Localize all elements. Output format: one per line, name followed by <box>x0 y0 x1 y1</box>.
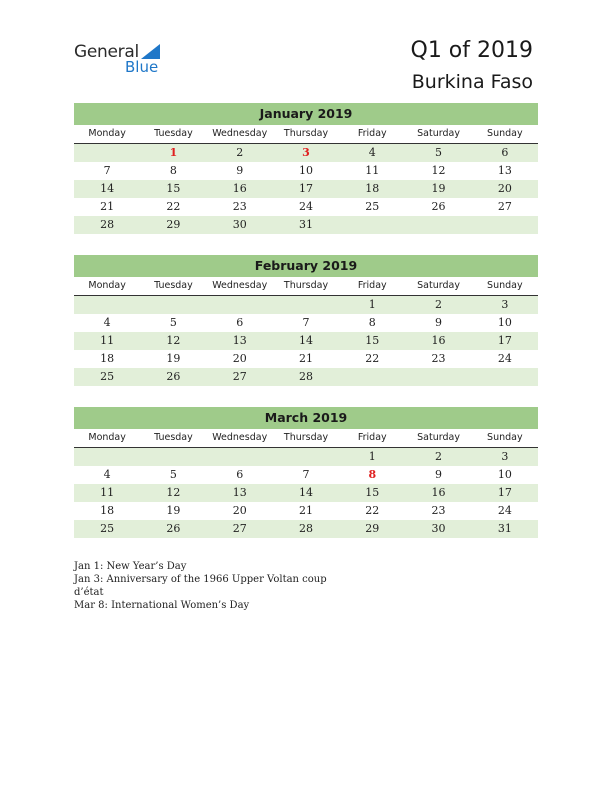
day-cell: 20 <box>497 182 512 195</box>
note-line: d’état <box>74 587 104 598</box>
week-row <box>74 368 538 386</box>
day-cell: 20 <box>232 504 247 517</box>
day-cell: 31 <box>497 522 512 535</box>
weekday-label: Monday <box>88 128 126 139</box>
day-cell: 12 <box>431 164 446 177</box>
day-cell: 21 <box>100 200 115 213</box>
week-row <box>74 484 538 502</box>
day-cell: 4 <box>368 146 376 159</box>
day-cell: 24 <box>298 200 313 213</box>
week-row <box>74 502 538 520</box>
day-cell: 5 <box>435 146 443 159</box>
day-cell: 29 <box>166 218 181 231</box>
day-cell <box>74 144 140 162</box>
week-row <box>74 198 538 216</box>
day-cell: 17 <box>298 182 313 195</box>
day-cell: 4 <box>103 468 111 481</box>
day-cell: 21 <box>298 352 313 365</box>
day-cell: 11 <box>100 486 115 499</box>
day-cell <box>472 368 538 386</box>
weekday-label: Sunday <box>487 280 523 291</box>
day-cell: 20 <box>232 352 247 365</box>
day-cell: 9 <box>236 164 244 177</box>
day-cell: 5 <box>169 468 177 481</box>
day-cell <box>74 448 140 466</box>
day-cell: 27 <box>232 522 247 535</box>
weekday-label: Sunday <box>487 128 523 139</box>
day-cell <box>405 216 471 234</box>
day-cell: 6 <box>501 146 509 159</box>
day-cell: 28 <box>298 522 313 535</box>
day-cell: 24 <box>497 352 512 365</box>
weekday-header-row <box>74 125 538 144</box>
day-cell: 19 <box>166 504 181 517</box>
day-cell: 28 <box>298 370 313 383</box>
day-cell: 3 <box>501 450 509 463</box>
day-cell: 11 <box>100 334 115 347</box>
day-cell: 2 <box>435 298 443 311</box>
day-cell: 26 <box>166 522 181 535</box>
day-cell: 6 <box>236 316 244 329</box>
day-cell: 13 <box>232 334 247 347</box>
weekday-label: Friday <box>357 280 387 291</box>
day-cell <box>339 216 405 234</box>
note-line: Jan 3: Anniversary of the 1966 Upper Voltan coup <box>74 574 327 585</box>
day-cell: 10 <box>298 164 313 177</box>
day-cell: 23 <box>431 504 446 517</box>
weekday-label: Friday <box>357 128 387 139</box>
week-row <box>74 466 538 484</box>
week-row <box>74 216 538 234</box>
week-row <box>74 162 538 180</box>
day-cell: 17 <box>497 334 512 347</box>
month-title: January 2019 <box>74 103 538 125</box>
day-cell: 9 <box>435 316 443 329</box>
day-cell <box>207 296 273 314</box>
day-cell: 7 <box>302 468 310 481</box>
month-title: February 2019 <box>74 255 538 277</box>
day-cell: 13 <box>497 164 512 177</box>
weekday-label: Tuesday <box>154 432 193 443</box>
day-cell <box>472 216 538 234</box>
note-line: Jan 1: New Year’s Day <box>74 561 187 572</box>
holiday-notes <box>74 560 327 612</box>
weekday-label: Friday <box>357 432 387 443</box>
day-cell: 19 <box>431 182 446 195</box>
day-cell: 5 <box>169 316 177 329</box>
day-cell: 11 <box>365 164 380 177</box>
day-cell: 14 <box>100 182 115 195</box>
weekday-header-row <box>74 429 538 448</box>
weekday-label: Saturday <box>417 280 460 291</box>
holiday-day-cell: 3 <box>302 146 310 159</box>
day-cell: 14 <box>298 334 313 347</box>
day-cell: 16 <box>232 182 247 195</box>
weekday-label: Saturday <box>417 432 460 443</box>
day-cell: 8 <box>169 164 177 177</box>
day-cell: 23 <box>431 352 446 365</box>
month-calendar <box>74 255 538 386</box>
day-cell: 18 <box>100 504 115 517</box>
weekday-header-row <box>74 277 538 296</box>
day-cell <box>74 296 140 314</box>
day-cell <box>339 368 405 386</box>
day-cell: 25 <box>100 522 115 535</box>
day-cell: 2 <box>435 450 443 463</box>
day-cell: 7 <box>103 164 111 177</box>
day-cell: 6 <box>236 468 244 481</box>
day-cell: 15 <box>365 486 380 499</box>
week-row <box>74 314 538 332</box>
note-line: Mar 8: International Women’s Day <box>74 600 250 611</box>
weekday-label: Monday <box>88 280 126 291</box>
week-row <box>74 296 538 314</box>
day-cell: 30 <box>232 218 247 231</box>
day-cell: 12 <box>166 486 181 499</box>
day-cell: 16 <box>431 486 446 499</box>
day-cell <box>140 296 206 314</box>
day-cell: 26 <box>431 200 446 213</box>
week-row <box>74 144 538 162</box>
week-row <box>74 332 538 350</box>
day-cell <box>207 448 273 466</box>
day-cell: 25 <box>100 370 115 383</box>
day-cell: 22 <box>365 352 380 365</box>
weekday-label: Wednesday <box>212 280 268 291</box>
week-row <box>74 350 538 368</box>
week-row <box>74 448 538 466</box>
day-cell: 27 <box>497 200 512 213</box>
day-cell: 25 <box>365 200 380 213</box>
weekday-label: Saturday <box>417 128 460 139</box>
day-cell: 21 <box>298 504 313 517</box>
day-cell: 28 <box>100 218 115 231</box>
day-cell <box>405 368 471 386</box>
day-cell: 7 <box>302 316 310 329</box>
day-cell: 2 <box>236 146 244 159</box>
general-blue-logo <box>74 40 184 80</box>
weekday-label: Thursday <box>283 432 329 443</box>
day-cell: 15 <box>365 334 380 347</box>
day-cell: 18 <box>365 182 380 195</box>
week-row <box>74 520 538 538</box>
day-cell: 3 <box>501 298 509 311</box>
day-cell: 16 <box>431 334 446 347</box>
weekday-label: Monday <box>88 432 126 443</box>
day-cell: 29 <box>365 522 380 535</box>
day-cell: 23 <box>232 200 247 213</box>
page-subtitle: Burkina Faso <box>411 71 533 93</box>
day-cell: 10 <box>497 316 512 329</box>
weekday-label: Thursday <box>283 280 329 291</box>
weekday-label: Tuesday <box>154 128 193 139</box>
weekday-label: Wednesday <box>212 432 268 443</box>
weekday-label: Thursday <box>283 128 329 139</box>
logo-blue-text: Blue <box>125 58 159 76</box>
day-cell: 31 <box>298 218 313 231</box>
weekday-label: Wednesday <box>212 128 268 139</box>
day-cell: 10 <box>497 468 512 481</box>
day-cell <box>273 448 339 466</box>
holiday-day-cell: 8 <box>368 468 377 481</box>
day-cell: 30 <box>431 522 446 535</box>
weekday-label: Tuesday <box>154 280 193 291</box>
day-cell: 27 <box>232 370 247 383</box>
day-cell: 14 <box>298 486 313 499</box>
weekday-label: Sunday <box>487 432 523 443</box>
month-title: March 2019 <box>74 407 538 429</box>
page-title: Q1 of 2019 <box>410 38 533 63</box>
day-cell <box>273 296 339 314</box>
logo-triangle-icon <box>141 44 160 59</box>
day-cell: 26 <box>166 370 181 383</box>
day-cell: 18 <box>100 352 115 365</box>
day-cell: 1 <box>368 298 376 311</box>
day-cell: 24 <box>497 504 512 517</box>
day-cell: 1 <box>368 450 376 463</box>
logo-general-text: General <box>74 42 139 62</box>
day-cell: 12 <box>166 334 181 347</box>
day-cell: 15 <box>166 182 181 195</box>
month-calendar <box>74 407 538 538</box>
holiday-day-cell: 1 <box>169 146 178 159</box>
day-cell: 22 <box>365 504 380 517</box>
day-cell: 17 <box>497 486 512 499</box>
day-cell: 8 <box>368 316 376 329</box>
day-cell: 19 <box>166 352 181 365</box>
day-cell: 9 <box>435 468 443 481</box>
day-cell: 13 <box>232 486 247 499</box>
day-cell: 22 <box>166 200 181 213</box>
day-cell: 4 <box>103 316 111 329</box>
month-calendar <box>74 103 538 234</box>
week-row <box>74 180 538 198</box>
day-cell <box>140 448 206 466</box>
